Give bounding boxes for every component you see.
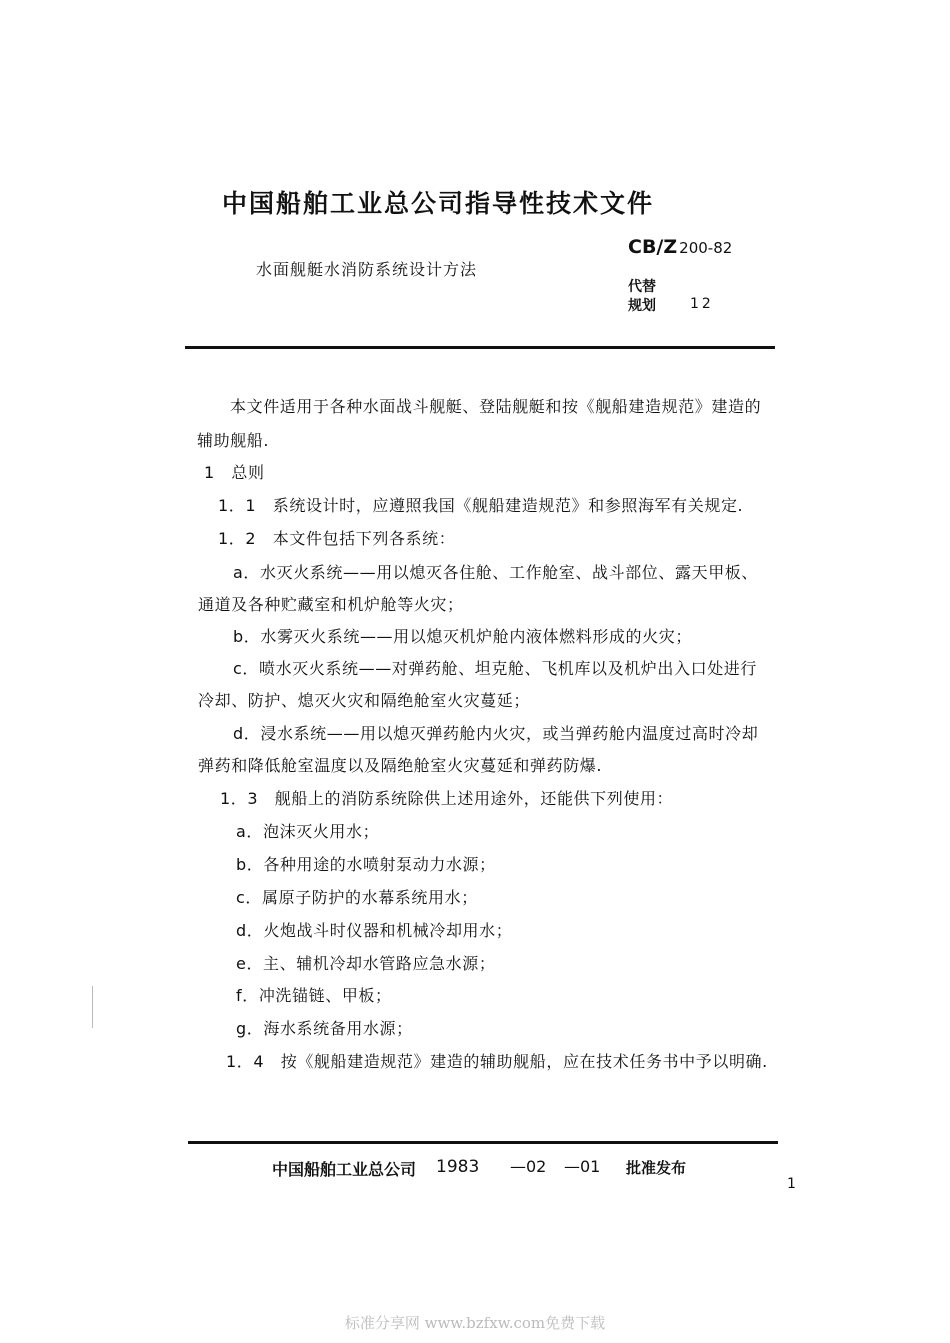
use-g: g．海水系统备用水源； [236,1019,413,1038]
footer-publisher: 中国船舶工业总公司 [272,1160,417,1179]
plan-label: 规划 [628,298,656,314]
system-d-line1: d．浸水系统——用以熄灭弹药舱内火灾，或当弹药舱内温度过高时冷却 [233,724,759,743]
system-b: b．水雾灭火系统——用以熄灭机炉舱内液体燃料形成的火灾； [233,627,692,646]
system-a-line2: 通道及各种贮藏室和机炉舱等火灾； [198,595,464,614]
system-a-line1: a．水灭火系统——用以熄灭各住舱、工作舱室、战斗部位、露天甲板、 [233,563,759,582]
standard-prefix: CB/Z [628,236,678,258]
section-1-title: 1 总则 [204,463,265,482]
system-c-line2: 冷却、防护、熄灭火灾和隔绝舱室火灾蔓延； [198,691,531,710]
clause-1-1: 1．1 系统设计时，应遵照我国《舰船建造规范》和参照海军有关规定. [218,496,744,515]
footer-issue-label: 批准发布 [626,1159,687,1177]
intro-paragraph-line2: 辅助舰船. [197,431,270,450]
footer-day: —01 [564,1157,601,1176]
system-d-line2: 弹药和降低舱室温度以及隔绝舱室火灾蔓延和弹药防爆. [198,756,603,775]
watermark: 标准分享网 www.bzfxw.com免费下载 [344,1314,606,1332]
clause-1-4: 1．4 按《舰船建造规范》建造的辅助舰船，应在技术任务书中予以明确. [226,1052,768,1071]
standard-number: 200-82 [679,239,733,257]
org-title: 中国船舶工业总公司指导性技术文件 [222,189,655,218]
intro-paragraph-line1: 本文件适用于各种水面战斗舰艇、登陆舰艇和按《舰船建造规范》建造的 [230,397,762,416]
standard-code [628,236,732,258]
use-d: d．火炮战斗时仪器和机械冷却用水； [236,921,513,940]
clause-1-3: 1．3 舰船上的消防系统除供上述用途外，还能供下列使用： [220,789,674,808]
use-c: c．属原子防护的水幕系统用水； [236,888,478,907]
plan-value: 12 [690,296,714,312]
footer-month: —02 [510,1157,547,1176]
use-a: a．泡沫灭火用水； [236,822,380,841]
use-e: e．主、辅机冷却水管路应急水源； [236,954,496,973]
use-f: f．冲洗锚链、甲板； [236,986,392,1005]
footer-divider [188,1141,778,1144]
scan-artifact-line [92,986,93,1028]
replace-label: 代替 [628,279,656,295]
clause-1-2: 1．2 本文件包括下列各系统： [218,529,456,548]
header-divider [185,346,775,349]
system-c-line1: c．喷水灭火系统——对弹药舱、坦克舱、飞机库以及机炉出入口处进行 [233,659,757,678]
document-title: 水面舰艇水消防系统设计方法 [256,260,478,279]
use-b: b．各种用途的水喷射泵动力水源； [236,855,496,874]
page-number: 1 [787,1176,796,1192]
footer-year: 1983 [436,1157,480,1177]
